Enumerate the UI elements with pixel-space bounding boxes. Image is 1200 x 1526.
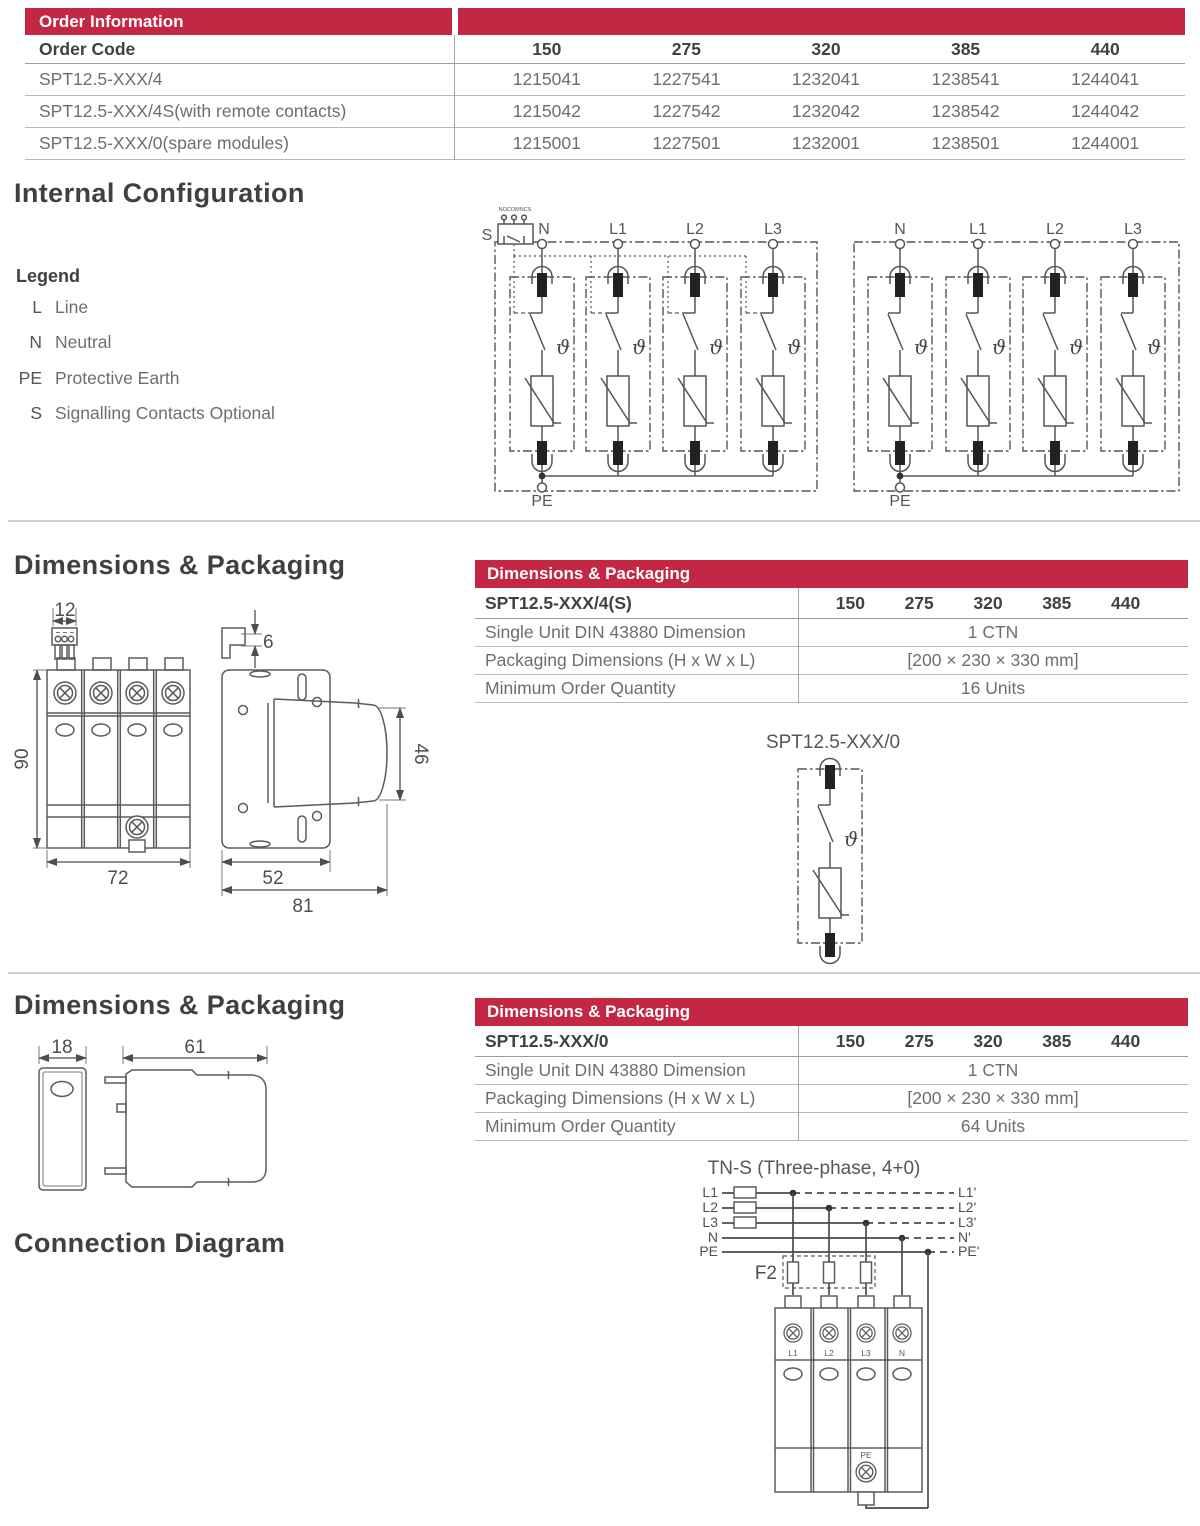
packaging-table-2 (475, 998, 1188, 1141)
packaging-table-model-row (475, 1026, 1188, 1057)
column-header: 320 (973, 592, 1003, 613)
dim-depth: 46 (410, 743, 431, 765)
legend-key: S (30, 403, 42, 423)
model-name: SPT12.5-XXX/0 (485, 1030, 609, 1051)
row-label: Minimum Order Quantity (485, 1116, 676, 1136)
section-title-dimensions-packaging-2: Dimensions & Packaging (14, 990, 346, 1020)
table-row (475, 647, 1188, 675)
row-label: Minimum Order Quantity (485, 678, 676, 698)
line-label: L2 (702, 1199, 718, 1215)
packaging-table-1 (475, 560, 1188, 703)
dimensions-drawing-4pole (12, 588, 435, 918)
terminal-label-s: S (481, 227, 493, 244)
table-row (25, 96, 1185, 128)
section-title-dimensions-packaging-1: Dimensions & Packaging (14, 550, 346, 580)
spare-module-title: SPT12.5-XXX/0 (765, 732, 901, 753)
order-code: SPT12.5-XXX/4S(with remote contacts) (39, 101, 347, 121)
order-information-header-band (25, 8, 1185, 35)
terminal-connector-drawing (52, 628, 77, 659)
column-header: 275 (904, 1030, 934, 1051)
contacts-label: NOCOMNCS (498, 207, 532, 213)
column-header: 320 (973, 1030, 1003, 1051)
order-number: 1244042 (1071, 101, 1140, 121)
column-header: 440 (1110, 592, 1141, 613)
terminal-label: L2 (686, 221, 704, 238)
legend-label: Signalling Contacts Optional (55, 403, 275, 423)
row-value: 16 Units (960, 678, 1026, 698)
signal-contacts-symbol (498, 207, 533, 244)
dim-hook: 6 (263, 632, 274, 653)
table-row (475, 1085, 1188, 1113)
packaging-table-model-row (475, 588, 1188, 619)
column-header: 385 (1042, 1030, 1072, 1051)
order-number: 1227541 (652, 69, 721, 89)
terminal-label: L2 (1046, 221, 1064, 238)
fuse-symbol (734, 1187, 756, 1198)
row-label: Packaging Dimensions (H x W x L) (485, 650, 756, 670)
model-name: SPT12.5-XXX/4(S) (485, 592, 632, 613)
order-number: 1244001 (1071, 133, 1140, 153)
row-value: [200 × 230 × 330 mm] (907, 1088, 1079, 1108)
column-header: 150 (835, 592, 865, 613)
module-front-view (39, 1068, 86, 1190)
device-front-view (47, 658, 190, 852)
pe-label: PE (889, 493, 911, 510)
table-row (25, 128, 1185, 160)
pe-terminal-node (538, 483, 547, 492)
column-header: 385 (1042, 592, 1072, 613)
dim-module-depth: 61 (184, 1037, 206, 1058)
table-column-divider (798, 588, 799, 703)
line-label: L3 (702, 1214, 718, 1230)
order-number: 1215041 (512, 69, 581, 89)
row-value: 1 CTN (967, 1060, 1019, 1080)
legend-key: L (32, 297, 42, 317)
line-label: L2' (958, 1199, 977, 1215)
legend-item (14, 403, 275, 424)
terminal-label: L1 (609, 221, 627, 238)
device-terminal-label: L3 (861, 1348, 871, 1358)
order-code: SPT12.5-XXX/4 (39, 69, 163, 89)
dim-module-width: 18 (51, 1037, 73, 1058)
order-code-header: Order Code (39, 38, 136, 59)
column-header: 385 (950, 38, 981, 59)
legend-title: Legend (16, 266, 81, 286)
terminal-node (1051, 240, 1060, 249)
legend-label: Line (55, 297, 89, 317)
order-number: 1227542 (652, 101, 721, 121)
legend-key: PE (18, 368, 42, 388)
legend-label: Protective Earth (55, 368, 180, 388)
order-number: 1215001 (512, 133, 581, 153)
dim-rail-width: 52 (262, 868, 284, 889)
pe-label: PE (531, 493, 553, 510)
order-number: 1232041 (791, 69, 861, 89)
section-divider (8, 972, 1200, 974)
terminal-label: L1 (969, 221, 987, 238)
spd-device-drawing (775, 1296, 922, 1505)
table-column-divider (798, 1026, 799, 1141)
column-header: 440 (1110, 1030, 1141, 1051)
order-number: 1238501 (931, 133, 1000, 153)
order-number: 1215042 (512, 101, 581, 121)
dim-width: 72 (107, 868, 129, 889)
device-terminal-label: N (898, 1348, 906, 1358)
terminal-node (974, 240, 983, 249)
fuse-symbol (788, 1262, 799, 1283)
order-information-header-spacer (458, 8, 1185, 35)
tns-connection-diagram (622, 1150, 1008, 1526)
order-number: 1238542 (931, 101, 1000, 121)
line-label: PE' (958, 1243, 980, 1259)
row-label: Single Unit DIN 43880 Dimension (485, 1060, 746, 1080)
terminal-label: N (894, 221, 906, 238)
section-title-connection-diagram: Connection Diagram (14, 1228, 286, 1258)
terminal-node (691, 240, 700, 249)
order-number: 1238541 (931, 69, 1000, 89)
table-row (25, 64, 1185, 96)
order-number: 1232042 (791, 101, 861, 121)
column-header: 150 (532, 38, 562, 59)
spare-module-schematic (735, 720, 935, 967)
terminal-node (614, 240, 623, 249)
terminal-node (538, 240, 547, 249)
order-number: 1244041 (1071, 69, 1140, 89)
column-header: 275 (904, 592, 934, 613)
device-side-view (222, 670, 387, 848)
terminal-node (1129, 240, 1138, 249)
column-header: 440 (1090, 38, 1120, 59)
terminal-node (769, 240, 778, 249)
fuse-group-label: F2 (754, 1263, 777, 1284)
fuse-symbol (734, 1217, 756, 1228)
row-value: [200 × 230 × 330 mm] (907, 650, 1079, 670)
legend-item (14, 332, 111, 353)
fuse-symbol (861, 1262, 872, 1283)
section-divider (8, 520, 1200, 522)
device-pe-label: PE (860, 1450, 872, 1460)
line-label: PE (699, 1243, 718, 1259)
legend-label: Neutral (55, 332, 112, 352)
table-row (475, 1113, 1188, 1141)
device-terminal-label: L2 (824, 1348, 834, 1358)
dim-height: 90 (12, 748, 33, 770)
row-value: 1 CTN (967, 622, 1019, 642)
row-label: Packaging Dimensions (H x W x L) (485, 1088, 756, 1108)
fuse-symbol (734, 1202, 756, 1213)
table-row (475, 1057, 1188, 1085)
table-column-divider (454, 35, 455, 160)
line-label: L3' (958, 1214, 977, 1230)
table-row (475, 619, 1188, 647)
legend-key: N (29, 332, 42, 352)
dimensions-drawing-spare-module (20, 1030, 280, 1200)
fuse-symbol (824, 1262, 835, 1283)
internal-configuration-diagram-basic (852, 198, 1187, 508)
datasheet-page: ϑ Order Information Order Code 150 275 320 385 440 SPT12.5-XXX/4 1215041 1227541 1232041 1238541 1244041 SPT12.5-XXX/4S(with remote contacts) 1215042 1227542 1232042 1238542 1244042 SPT12.5-XXX/0(spare modules) 1215001 1227501 1232001 1238501 1244001 Internal Configuration Legend L Line N Neutral PE Protective Earth S Signalling Contacts Optional NOCOMNCS S N L1 L2 L3 PE N L1 L2 L3 PE Dimensions & Packaging 12 90 72 6 46 52 81 Dimensions & Packaging SPT12.5-XXX/4(S) 150 275 320 385 440 Single Unit DIN 43880 Dimension 1 CTN Packaging Dimensions (H x W x L) [200 × 230 × 330 mm] Minimum Order Quantity 16 Units SPT12.5-XXX/0 Dimensions & Packaging 18 61 Dimensions & Packaging SPT12.5-XXX/0 150 275 320 385 440 Single Unit DIN 43880 Dimension 1 CTN Packaging Dimensions (H x W x L) [200 × 230 × 330 mm] Minimum Order Quantity 64 Units Connection Diagram TN-S (Three-phase, 4+0) L1 L2 L3 N PE L1' L2' L3' N' PE' F2 L1 L2 L3 N PE (0, 0, 1200, 1526)
module-side-view (105, 1070, 266, 1187)
legend-item (14, 297, 88, 318)
order-information-header: Order Information (25, 8, 452, 35)
terminal-label: L3 (1124, 221, 1142, 238)
connection-diagram-title: TN-S (Three-phase, 4+0) (707, 1158, 921, 1179)
dim-total-depth: 81 (292, 896, 314, 917)
line-label: L1 (702, 1184, 718, 1200)
line-label: L1' (958, 1184, 977, 1200)
row-label: Single Unit DIN 43880 Dimension (485, 622, 746, 642)
internal-configuration-diagram-with-contacts (478, 198, 835, 508)
column-header: 275 (671, 38, 701, 59)
column-header: 320 (811, 38, 841, 59)
column-header: 150 (835, 1030, 865, 1051)
terminal-label: N (538, 221, 550, 238)
order-number: 1232001 (791, 133, 861, 153)
packaging-table-header: Dimensions & Packaging (475, 560, 1188, 588)
packaging-table-header: Dimensions & Packaging (475, 998, 1188, 1026)
pe-terminal-node (896, 483, 905, 492)
table-row (475, 675, 1188, 703)
din-hook-drawing (222, 628, 245, 658)
order-table-header-row (25, 35, 1185, 64)
device-terminal-label: L1 (788, 1348, 798, 1358)
legend-item (14, 368, 180, 389)
row-value: 64 Units (960, 1116, 1026, 1136)
dim-connector-width: 12 (54, 600, 76, 621)
terminal-node (896, 240, 905, 249)
terminal-label: L3 (764, 221, 782, 238)
section-title-internal-configuration: Internal Configuration (14, 178, 305, 208)
order-code: SPT12.5-XXX/0(spare modules) (39, 133, 289, 153)
order-information-table (25, 8, 1185, 160)
order-number: 1227501 (652, 133, 721, 153)
line-label: N (707, 1229, 718, 1245)
line-label: N' (958, 1229, 971, 1245)
